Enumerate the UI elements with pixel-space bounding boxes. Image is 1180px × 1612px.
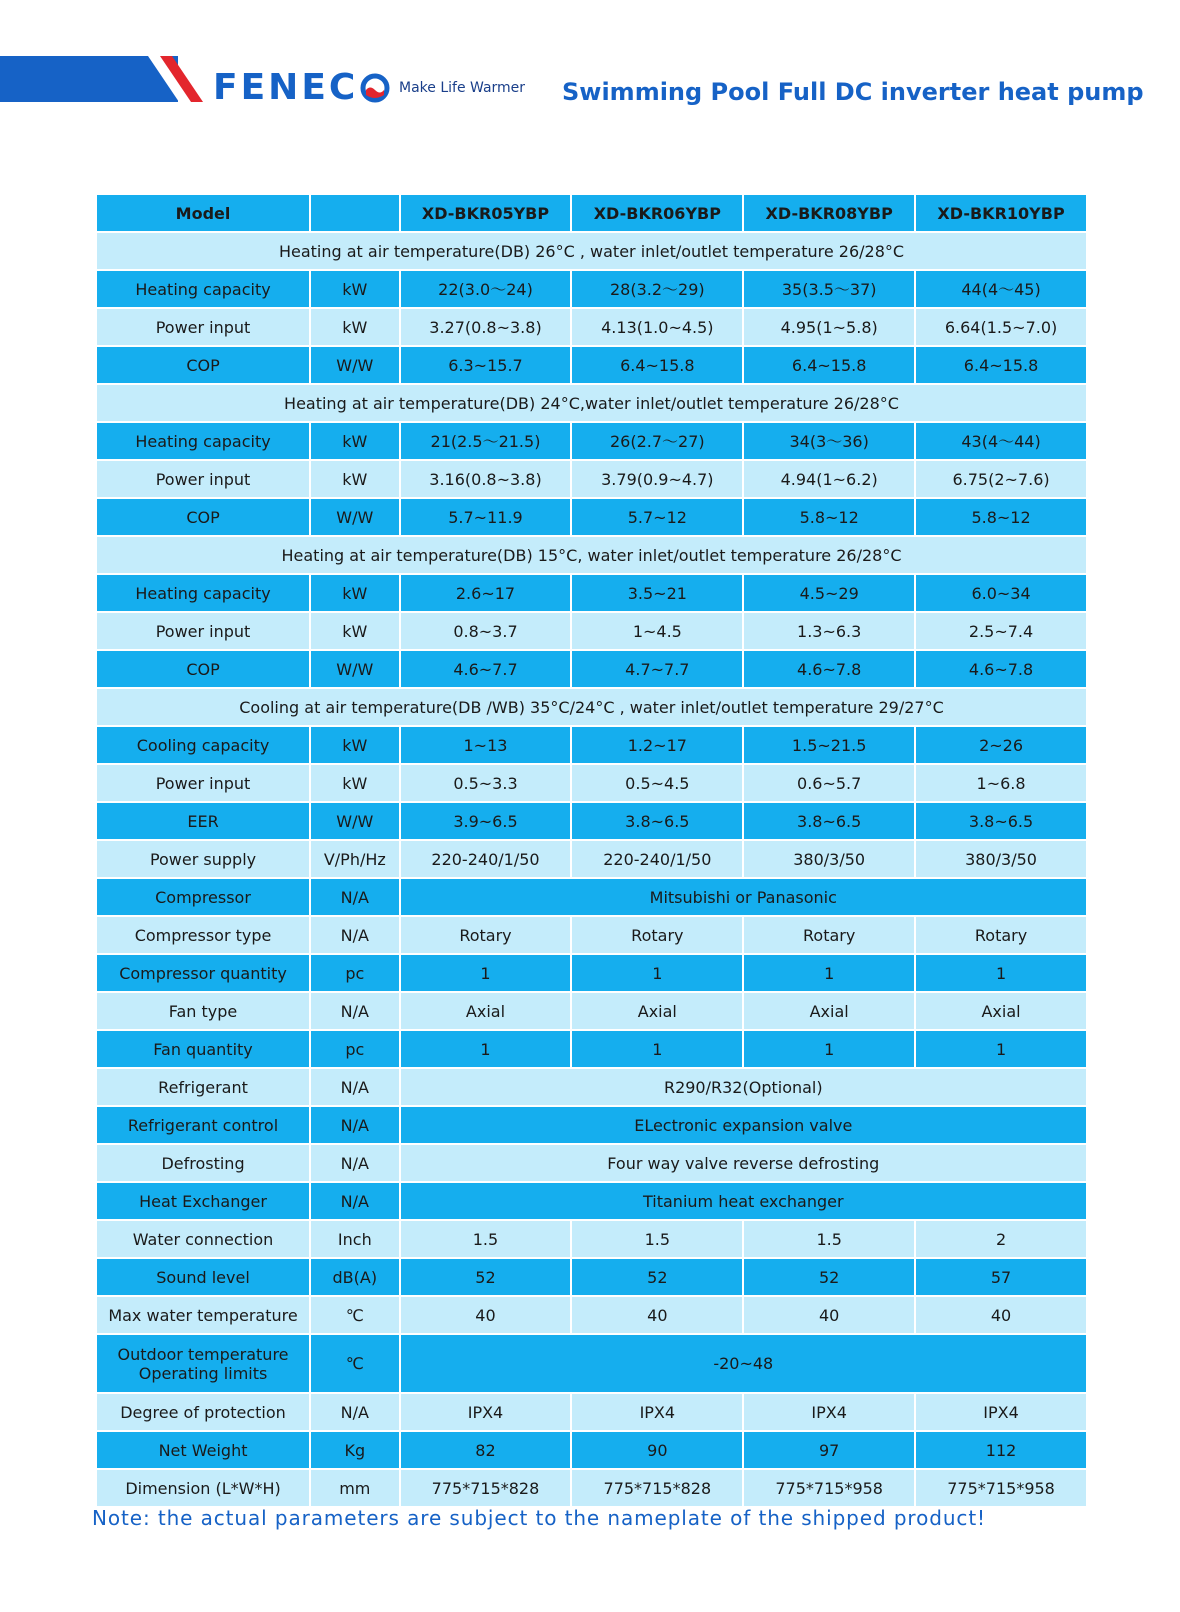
row-value: 3.79(0.9~4.7) (571, 460, 743, 498)
section-title: Heating at air temperature(DB) 24°C,water inlet/outlet temperature 26/28°C (96, 384, 1087, 422)
row-label: COP (96, 498, 310, 536)
row-value: 0.5~3.3 (400, 764, 572, 802)
row-label: Power input (96, 764, 310, 802)
row-value: 4.95(1~5.8) (743, 308, 915, 346)
row-label: Fan type (96, 992, 310, 1030)
row-label: Heat Exchanger (96, 1182, 310, 1220)
row-unit: Kg (310, 1431, 400, 1469)
row-value: 1 (571, 1030, 743, 1068)
row-value: 82 (400, 1431, 572, 1469)
table-row (96, 1469, 1087, 1507)
row-value: 34(3～36) (743, 422, 915, 460)
row-unit: W/W (310, 498, 400, 536)
row-unit: W/W (310, 802, 400, 840)
row-label: Compressor quantity (96, 954, 310, 992)
row-value-merged: R290/R32(Optional) (400, 1068, 1087, 1106)
row-unit: V/Ph/Hz (310, 840, 400, 878)
brand-name: FENEC (213, 67, 359, 108)
row-unit: W/W (310, 650, 400, 688)
row-unit: Inch (310, 1220, 400, 1258)
row-label: Sound level (96, 1258, 310, 1296)
table-row (96, 422, 1087, 460)
row-value: 97 (743, 1431, 915, 1469)
table-row (96, 916, 1087, 954)
row-value: 4.5~29 (743, 574, 915, 612)
row-label: Dimension (L*W*H) (96, 1469, 310, 1507)
row-unit: kW (310, 308, 400, 346)
row-value: Axial (400, 992, 572, 1030)
spec-table (95, 193, 1088, 1508)
row-label: COP (96, 650, 310, 688)
table-row (96, 1220, 1087, 1258)
row-unit: mm (310, 1469, 400, 1507)
row-value: 4.7~7.7 (571, 650, 743, 688)
row-unit: W/W (310, 346, 400, 384)
row-unit: N/A (310, 1182, 400, 1220)
row-label-line: Outdoor temperature (117, 1344, 289, 1364)
row-value: 57 (915, 1258, 1087, 1296)
row-value: 775*715*958 (743, 1469, 915, 1507)
row-value: 1 (400, 1030, 572, 1068)
row-value: 1 (743, 1030, 915, 1068)
row-value: 1~6.8 (915, 764, 1087, 802)
section-row (96, 384, 1087, 422)
row-value: 26(2.7～27) (571, 422, 743, 460)
row-value: 52 (571, 1258, 743, 1296)
row-value: 4.94(1~6.2) (743, 460, 915, 498)
row-value: 1.5~21.5 (743, 726, 915, 764)
row-value: 1 (743, 954, 915, 992)
row-value: 1 (915, 954, 1087, 992)
row-value: 2~26 (915, 726, 1087, 764)
row-unit: N/A (310, 1068, 400, 1106)
row-label: Power input (96, 308, 310, 346)
row-unit: N/A (310, 878, 400, 916)
table-row (96, 1258, 1087, 1296)
row-unit: N/A (310, 992, 400, 1030)
section-title: Heating at air temperature(DB) 26°C , water inlet/outlet temperature 26/28°C (96, 232, 1087, 270)
row-value: 40 (571, 1296, 743, 1334)
row-value: 1 (571, 954, 743, 992)
row-value: 5.8~12 (743, 498, 915, 536)
row-unit: kW (310, 612, 400, 650)
row-value: 1.3~6.3 (743, 612, 915, 650)
row-label: Power supply (96, 840, 310, 878)
row-value: 6.0~34 (915, 574, 1087, 612)
row-value: 0.8~3.7 (400, 612, 572, 650)
row-value: 775*715*958 (915, 1469, 1087, 1507)
header-accent-bar (0, 56, 178, 102)
row-unit: ℃ (310, 1296, 400, 1334)
header-model-4: XD-BKR10YBP (915, 194, 1087, 232)
table-row (96, 1030, 1087, 1068)
row-value: 35(3.5～37) (743, 270, 915, 308)
table-row (96, 954, 1087, 992)
section-row (96, 688, 1087, 726)
row-label: EER (96, 802, 310, 840)
row-value: 3.5~21 (571, 574, 743, 612)
row-label: Power input (96, 612, 310, 650)
row-value: 4.6~7.8 (743, 650, 915, 688)
row-value: 6.64(1.5~7.0) (915, 308, 1087, 346)
section-row (96, 536, 1087, 574)
row-value: 3.9~6.5 (400, 802, 572, 840)
row-value: 3.8~6.5 (743, 802, 915, 840)
table-header-row (96, 194, 1087, 232)
row-value: 5.8~12 (915, 498, 1087, 536)
row-value: 1.5 (400, 1220, 572, 1258)
row-label: Compressor (96, 878, 310, 916)
row-label: Refrigerant control (96, 1106, 310, 1144)
row-label: Heating capacity (96, 270, 310, 308)
table-row (96, 460, 1087, 498)
table-row (96, 346, 1087, 384)
row-value: 3.16(0.8~3.8) (400, 460, 572, 498)
row-value: 90 (571, 1431, 743, 1469)
row-value: Rotary (743, 916, 915, 954)
row-value: 22(3.0～24) (400, 270, 572, 308)
row-value-merged: Mitsubishi or Panasonic (400, 878, 1087, 916)
row-value: 4.6~7.7 (400, 650, 572, 688)
row-label-line: Operating limits (138, 1363, 268, 1383)
table-row (96, 1144, 1087, 1182)
table-row (96, 764, 1087, 802)
row-value: 775*715*828 (400, 1469, 572, 1507)
row-value: 40 (400, 1296, 572, 1334)
row-value: 5.7~11.9 (400, 498, 572, 536)
table-row (96, 1393, 1087, 1431)
table-row (96, 840, 1087, 878)
row-value: 43(4～44) (915, 422, 1087, 460)
row-label: Heating capacity (96, 574, 310, 612)
header-unit (310, 194, 400, 232)
row-value: 28(3.2～29) (571, 270, 743, 308)
row-label: COP (96, 346, 310, 384)
row-unit: kW (310, 460, 400, 498)
row-value: 1~13 (400, 726, 572, 764)
row-unit: kW (310, 764, 400, 802)
row-unit: N/A (310, 1106, 400, 1144)
row-value: IPX4 (571, 1393, 743, 1431)
row-value: 1.5 (571, 1220, 743, 1258)
row-unit: N/A (310, 916, 400, 954)
footer-note: Note: the actual parameters are subject to the nameplate of the shipped product! (92, 1506, 986, 1530)
row-value: 0.6~5.7 (743, 764, 915, 802)
table-row (96, 612, 1087, 650)
row-value: 44(4～45) (915, 270, 1087, 308)
table-row (96, 1068, 1087, 1106)
table-row (96, 1334, 1087, 1393)
brand-slogan: Make Life Warmer (399, 80, 526, 96)
row-value: 380/3/50 (915, 840, 1087, 878)
row-value: 40 (915, 1296, 1087, 1334)
header-model-3: XD-BKR08YBP (743, 194, 915, 232)
row-value-merged: ELectronic expansion valve (400, 1106, 1087, 1144)
section-row (96, 232, 1087, 270)
section-title: Cooling at air temperature(DB /WB) 35°C/24°C , water inlet/outlet temperature 29/27°C (96, 688, 1087, 726)
table-row (96, 992, 1087, 1030)
header-model: Model (96, 194, 310, 232)
row-value: 3.8~6.5 (571, 802, 743, 840)
row-value: 220-240/1/50 (571, 840, 743, 878)
row-value: IPX4 (743, 1393, 915, 1431)
row-unit: N/A (310, 1393, 400, 1431)
table-row (96, 650, 1087, 688)
row-value: 112 (915, 1431, 1087, 1469)
row-value: 6.75(2~7.6) (915, 460, 1087, 498)
row-value: 6.4~15.8 (915, 346, 1087, 384)
row-value: 2.6~17 (400, 574, 572, 612)
row-value: 3.27(0.8~3.8) (400, 308, 572, 346)
row-value: 40 (743, 1296, 915, 1334)
row-label: Max water temperature (96, 1296, 310, 1334)
row-value: 4.13(1.0~4.5) (571, 308, 743, 346)
row-value: 52 (400, 1258, 572, 1296)
row-value: Axial (743, 992, 915, 1030)
row-label: Fan quantity (96, 1030, 310, 1068)
table-row (96, 270, 1087, 308)
row-unit: kW (310, 574, 400, 612)
row-unit: dB(A) (310, 1258, 400, 1296)
row-value: 6.4~15.8 (743, 346, 915, 384)
document-title: Swimming Pool Full DC inverter heat pump (562, 78, 1144, 106)
table-row (96, 308, 1087, 346)
row-value: 1~4.5 (571, 612, 743, 650)
row-unit: ℃ (310, 1334, 400, 1393)
table-row (96, 802, 1087, 840)
row-value: 1 (400, 954, 572, 992)
row-label: Net Weight (96, 1431, 310, 1469)
row-label: Water connection (96, 1220, 310, 1258)
brand-wave-o-icon (360, 73, 390, 103)
row-value: 2.5~7.4 (915, 612, 1087, 650)
header-model-2: XD-BKR06YBP (571, 194, 743, 232)
row-label: Compressor type (96, 916, 310, 954)
table-row (96, 498, 1087, 536)
table-row (96, 1106, 1087, 1144)
row-label: Defrosting (96, 1144, 310, 1182)
table-row (96, 878, 1087, 916)
table-row (96, 726, 1087, 764)
row-unit: pc (310, 1030, 400, 1068)
brand-logo (213, 68, 390, 108)
row-label: Heating capacity (96, 422, 310, 460)
row-value: Rotary (915, 916, 1087, 954)
row-value: Axial (571, 992, 743, 1030)
row-label: Degree of protection (96, 1393, 310, 1431)
table-row (96, 1296, 1087, 1334)
row-value: 1.5 (743, 1220, 915, 1258)
row-value-merged: -20~48 (400, 1334, 1087, 1393)
row-value: 1 (915, 1030, 1087, 1068)
table-row (96, 1182, 1087, 1220)
row-value-merged: Titanium heat exchanger (400, 1182, 1087, 1220)
row-value: 0.5~4.5 (571, 764, 743, 802)
header-model-1: XD-BKR05YBP (400, 194, 572, 232)
row-unit: kW (310, 270, 400, 308)
row-value: 5.7~12 (571, 498, 743, 536)
row-value: 1.2~17 (571, 726, 743, 764)
row-value: 4.6~7.8 (915, 650, 1087, 688)
row-value: 6.3~15.7 (400, 346, 572, 384)
row-value: 380/3/50 (743, 840, 915, 878)
row-value: 21(2.5～21.5) (400, 422, 572, 460)
row-label: Refrigerant (96, 1068, 310, 1106)
row-unit: N/A (310, 1144, 400, 1182)
row-value: 220-240/1/50 (400, 840, 572, 878)
row-value: IPX4 (400, 1393, 572, 1431)
row-unit: pc (310, 954, 400, 992)
section-title: Heating at air temperature(DB) 15°C, water inlet/outlet temperature 26/28°C (96, 536, 1087, 574)
row-value: Rotary (400, 916, 572, 954)
row-value: Axial (915, 992, 1087, 1030)
table-row (96, 574, 1087, 612)
row-unit: kW (310, 726, 400, 764)
row-value: 2 (915, 1220, 1087, 1258)
row-value: IPX4 (915, 1393, 1087, 1431)
row-value: 6.4~15.8 (571, 346, 743, 384)
row-value: 52 (743, 1258, 915, 1296)
row-label (96, 1334, 310, 1393)
row-value: 775*715*828 (571, 1469, 743, 1507)
row-unit: kW (310, 422, 400, 460)
row-label: Power input (96, 460, 310, 498)
row-value-merged: Four way valve reverse defrosting (400, 1144, 1087, 1182)
table-row (96, 1431, 1087, 1469)
row-value: 3.8~6.5 (915, 802, 1087, 840)
row-value: Rotary (571, 916, 743, 954)
row-label: Cooling capacity (96, 726, 310, 764)
